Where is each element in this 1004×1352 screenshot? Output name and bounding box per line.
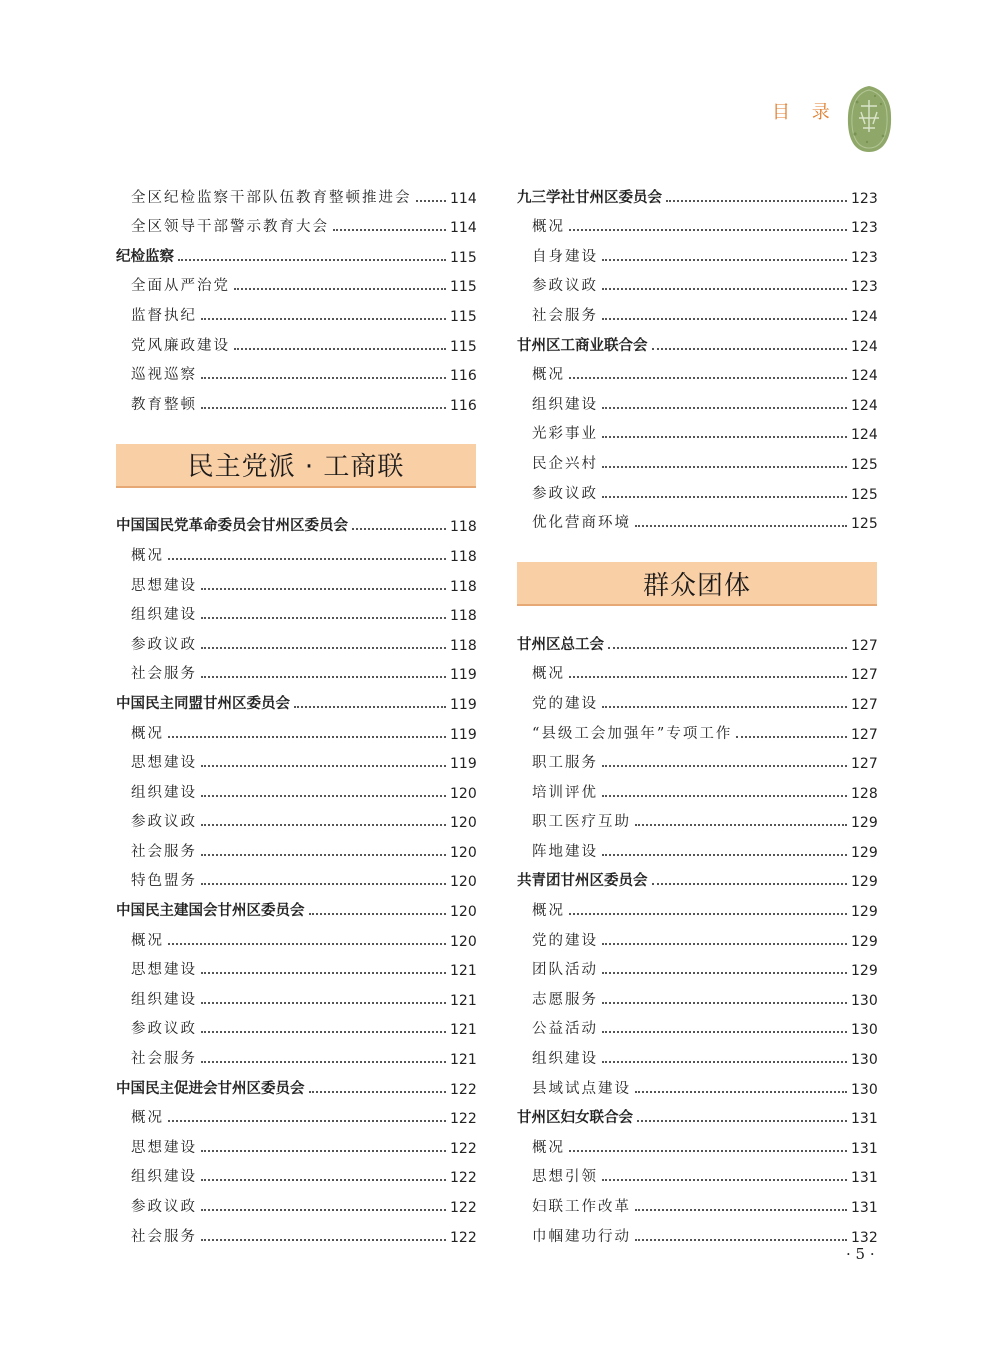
toc-entry-page: 122 [450,1229,477,1246]
dot-leader [201,407,446,409]
dot-leader [602,943,847,945]
toc-entry [517,443,877,473]
toc-entry-title: 组织建设 [131,607,197,624]
toc-entry [116,325,476,355]
dot-leader [602,436,847,438]
toc-entry-title: 概况 [131,932,164,949]
toc-entry-title: 组织建设 [131,991,197,1008]
toc-entry-page: 128 [851,785,878,802]
dot-leader [201,1209,446,1211]
toc-entry-page: 124 [851,338,878,355]
toc-entry-page: 130 [851,1081,878,1098]
toc-entry-page: 120 [450,904,477,921]
toc-entry [517,713,877,743]
toc-entry-title: 民企兴村 [532,455,598,472]
dot-leader [602,1031,847,1033]
dot-leader [178,259,446,261]
toc-entry-title: 甘州区总工会 [517,636,604,653]
toc-entry-page: 114 [450,220,477,237]
toc-entry-page: 118 [450,548,477,565]
toc-entry-page: 123 [851,279,878,296]
toc-entry-page: 114 [450,190,477,207]
toc-entry [517,743,877,773]
toc-entry [116,295,476,325]
toc-entry-page: 130 [851,1022,878,1039]
dot-leader [602,795,847,797]
toc-entry-title: 参政议政 [131,814,197,831]
toc-entry [116,861,476,891]
dot-leader [201,676,446,678]
toc-entry [517,654,877,684]
toc-entry-page: 131 [851,1200,878,1216]
toc-entry-page: 127 [851,696,878,713]
dot-leader [569,913,847,915]
dot-leader [569,229,847,231]
toc-entry-page: 115 [450,338,477,355]
toc-entry [116,1157,476,1187]
toc-entry-title: 参政议政 [532,278,598,295]
dot-leader [602,1002,847,1004]
toc-entry-page: 119 [450,667,477,684]
toc-entry-title: 参政议政 [131,1199,197,1215]
toc-entry-page: 115 [450,279,477,296]
toc-entry-title: 概况 [532,666,565,683]
toc-entry-page: 122 [450,1170,477,1187]
toc-entry-title: 团队活动 [532,962,598,979]
toc-left-group2 [116,506,476,1246]
toc-entry-title: 中国国民党革命委员会甘州区委员会 [116,518,348,535]
dot-leader [201,318,446,320]
toc-entry [517,207,877,237]
dot-leader [602,407,847,409]
dot-leader [309,1091,447,1093]
toc-entry-title: 培训评优 [532,784,598,801]
dot-leader [602,854,847,856]
toc-entry [116,207,476,237]
dot-leader [602,496,847,498]
toc-entry-title: 概况 [131,547,164,564]
toc-entry-title: 监督执纪 [131,307,197,324]
dot-leader [201,795,446,797]
dot-leader [602,972,847,974]
toc-entry-title: 全区纪检监察干部队伍教育整顿推进会 [131,189,412,206]
toc-entry-page: 131 [851,1111,878,1128]
dot-leader [168,558,446,560]
toc-entry-title: 组织建设 [131,1169,197,1186]
dot-leader [608,647,847,649]
dot-leader [569,1150,847,1152]
dot-leader [201,377,446,379]
toc-entry-title: 社会服务 [131,843,197,860]
toc-entry-title: 纪检监察 [116,248,174,265]
toc-entry-heading [116,890,476,920]
toc-entry-page: 125 [851,456,878,473]
toc-entry-title: 社会服务 [131,666,197,683]
toc-entry-heading [116,1068,476,1098]
toc-entry [116,565,476,595]
dot-leader [416,200,447,202]
toc-entry-page: 129 [851,963,878,980]
toc-entry-title: 概况 [532,219,565,236]
toc-entry [116,713,476,743]
toc-entry-title: 组织建设 [131,784,197,801]
toc-entry-title: 全区领导干部警示教育大会 [131,219,329,236]
toc-entry [116,772,476,802]
toc-entry [517,295,877,325]
toc-entry [517,503,877,533]
toc-entry-page: 124 [851,308,878,325]
toc-entry-title: 优化营商环境 [532,515,631,532]
dot-leader [201,588,446,590]
toc-entry-title: 概况 [131,1110,164,1127]
seal-stamp-icon [845,84,893,154]
toc-entry-page: 125 [851,486,878,503]
dot-leader [635,1091,847,1093]
toc-entry [116,266,476,296]
toc-entry-title: 中国民主促进会甘州区委员会 [116,1080,305,1097]
dot-leader [602,1061,847,1063]
dot-leader [168,1120,446,1122]
toc-entry [517,236,877,266]
dot-leader [602,466,847,468]
toc-entry-title: 光彩事业 [532,426,598,443]
toc-entry [517,831,877,861]
toc-entry [116,1127,476,1157]
toc-entry-title: 概况 [532,903,565,920]
toc-entry [517,920,877,950]
toc-entry-heading [517,861,877,891]
toc-entry-heading [116,506,476,536]
toc-entry [116,1186,476,1216]
toc-entry-page: 121 [450,963,477,980]
toc-entry-page: 120 [450,785,477,802]
toc-entry-page: 120 [450,815,477,832]
dot-leader [201,883,446,885]
dot-leader [309,913,447,915]
dot-leader [602,288,847,290]
toc-entry-page: 131 [851,1140,878,1157]
toc-entry-title: “县级工会加强年”专项工作 [532,725,733,742]
toc-entry [116,1009,476,1039]
toc-entry-page: 130 [851,1052,878,1069]
toc-entry-title: 参政议政 [131,1021,197,1038]
toc-entry-title: 阵地建设 [532,843,598,860]
page-number: · 5 · [846,1245,875,1263]
toc-entry-page: 127 [851,756,878,773]
dot-leader [168,943,446,945]
toc-entry-page: 120 [450,933,477,950]
dot-leader [201,1239,446,1241]
toc-header-label: 目 录 [772,102,838,123]
dot-leader [635,1239,847,1241]
toc-entry [116,595,476,625]
toc-entry [116,950,476,980]
toc-entry-title: 妇联工作改革 [532,1199,631,1215]
toc-entry-title: 甘州区工商业联合会 [517,337,648,354]
toc-entry-heading [517,325,877,355]
toc-entry [116,177,476,207]
toc-entry-title: 巡视巡察 [131,367,197,384]
section-banner-mass-organizations: 群众团体 [517,562,877,606]
dot-leader [234,348,446,350]
dot-leader [635,525,847,527]
dot-leader [602,259,847,261]
dot-leader [201,1179,446,1181]
toc-entry-title: 中国民主建国会甘州区委员会 [116,903,305,920]
toc-entry [517,473,877,503]
toc-entry [116,1098,476,1128]
dot-leader [602,318,847,320]
toc-entry [517,355,877,385]
toc-entry-title: 概况 [532,367,565,384]
dot-leader [352,528,446,530]
toc-entry-title: 教育整顿 [131,396,197,413]
toc-entry-page: 124 [851,397,878,414]
toc-left-column [116,177,476,1246]
toc-entry-title: 巾帼建功行动 [532,1228,631,1245]
dot-leader [602,706,847,708]
toc-entry-title: 社会服务 [131,1228,197,1245]
toc-entry-page: 115 [450,249,477,266]
toc-entry-page: 127 [851,726,878,743]
dot-leader [201,1150,446,1152]
toc-entry-title: 特色盟务 [131,873,197,890]
toc-entry [517,1038,877,1068]
toc-entry-page: 123 [851,220,878,237]
dot-leader [201,1061,446,1063]
toc-entry-heading [517,177,877,207]
toc-entry [517,1009,877,1039]
toc-entry-page: 122 [450,1140,477,1157]
toc-entry-title: 社会服务 [131,1051,197,1068]
toc-entry-page: 127 [851,667,878,684]
toc-entry [116,920,476,950]
toc-entry-title: 党的建设 [532,932,598,949]
toc-right-group1 [517,177,877,532]
toc-entry-title: 参政议政 [131,636,197,653]
dot-leader [569,676,847,678]
toc-entry [116,802,476,832]
toc-entry-page: 119 [450,696,477,713]
toc-entry-page: 120 [450,844,477,861]
toc-entry-title: 组织建设 [532,396,598,413]
toc-entry [517,266,877,296]
toc-entry-title: 县域试点建设 [532,1080,631,1097]
toc-entry-heading [517,1098,877,1128]
toc-entry-title: 概况 [532,1139,565,1156]
toc-entry-page: 116 [450,397,477,414]
toc-entry-page: 122 [450,1111,477,1128]
toc-entry [116,384,476,414]
toc-entry [116,1216,476,1246]
toc-entry [517,950,877,980]
toc-entry-page: 131 [851,1170,878,1187]
toc-entry-title: 参政议政 [532,485,598,502]
toc-entry-page: 129 [851,904,878,921]
dot-leader [201,1031,446,1033]
toc-entry-title: 党的建设 [532,695,598,712]
toc-entry [517,1186,877,1216]
dot-leader [569,377,847,379]
toc-entry-title: 全面从严治党 [131,278,230,295]
toc-entry-title: 思想建设 [131,755,197,772]
toc-entry [517,1157,877,1187]
toc-entry-page: 120 [450,874,477,891]
toc-entry-page: 130 [851,992,878,1009]
toc-entry-title: 思想建设 [131,962,197,979]
dot-leader [201,854,446,856]
toc-entry [116,831,476,861]
toc-entry-title: 概况 [131,725,164,742]
toc-entry [517,772,877,802]
dot-leader [201,1002,446,1004]
dot-leader [201,972,446,974]
toc-entry-page: 132 [851,1229,878,1246]
toc-entry-page: 119 [450,756,477,773]
toc-entry-page: 122 [450,1200,477,1216]
toc-entry [116,654,476,684]
toc-entry [116,979,476,1009]
toc-right-group2 [517,624,877,1245]
toc-entry [517,384,877,414]
toc-entry-title: 自身建设 [532,248,598,265]
dot-leader [652,348,848,350]
toc-entry [517,802,877,832]
toc-entry-title: 志愿服务 [532,991,598,1008]
toc-entry-page: 129 [851,815,878,832]
toc-entry-heading [517,624,877,654]
toc-entry-page: 123 [851,249,878,266]
toc-entry-page: 118 [450,519,477,536]
dot-leader [666,200,847,202]
toc-entry-title: 党风廉政建设 [131,337,230,354]
toc-entry-page: 129 [851,874,878,891]
dot-leader [201,617,446,619]
toc-entry-page: 121 [450,992,477,1009]
dot-leader [652,883,848,885]
toc-entry [116,535,476,565]
toc-entry-title: 组织建设 [532,1051,598,1068]
toc-entry-page: 121 [450,1022,477,1039]
toc-entry-page: 118 [450,578,477,595]
toc-entry-title: 职工医疗互助 [532,814,631,831]
toc-entry-title: 公益活动 [532,1021,598,1038]
dot-leader [201,824,446,826]
toc-entry [517,1216,877,1246]
toc-entry-page: 122 [450,1081,477,1098]
toc-entry [517,890,877,920]
toc-right-column [517,177,877,1246]
toc-entry-page: 129 [851,844,878,861]
toc-entry [517,683,877,713]
dot-leader [201,765,446,767]
dot-leader [635,824,847,826]
dot-leader [333,229,446,231]
toc-entry [517,979,877,1009]
toc-entry-page: 127 [851,637,878,654]
toc-entry-page: 121 [450,1052,477,1069]
toc-entry [116,624,476,654]
toc-entry-page: 123 [851,190,878,207]
toc-entry-title: 思想建设 [131,577,197,594]
toc-entry-page: 125 [851,516,878,533]
toc-entry-page: 118 [450,608,477,625]
toc-entry-title: 甘州区妇女联合会 [517,1110,633,1127]
toc-entry-title: 社会服务 [532,307,598,324]
toc-entry-title: 职工服务 [532,755,598,772]
toc-entry [116,355,476,385]
toc-entry-page: 118 [450,637,477,654]
toc-entry-title: 共青团甘州区委员会 [517,873,648,890]
toc-entry-title: 九三学社甘州区委员会 [517,189,662,206]
toc-entry-title: 思想引领 [532,1169,598,1186]
toc-entry-title: 中国民主同盟甘州区委员会 [116,695,290,712]
dot-leader [635,1209,847,1211]
toc-entry-page: 129 [851,933,878,950]
toc-entry-heading [116,236,476,266]
toc-entry-page: 124 [851,368,878,385]
dot-leader [201,647,446,649]
toc-entry [517,1068,877,1098]
dot-leader [736,736,847,738]
toc-left-group1 [116,177,476,414]
toc-entry-page: 115 [450,308,477,325]
dot-leader [234,288,446,290]
toc-entry [116,1038,476,1068]
toc-entry-page: 124 [851,427,878,444]
toc-entry [517,414,877,444]
dot-leader [637,1120,847,1122]
section-banner-democratic-parties: 民主党派 · 工商联 [116,444,476,488]
toc-entry-heading [116,683,476,713]
toc-entry-title: 思想建设 [131,1139,197,1156]
toc-entry-page: 119 [450,726,477,743]
dot-leader [294,706,446,708]
toc-entry [517,1127,877,1157]
dot-leader [602,1179,847,1181]
toc-entry [116,743,476,773]
toc-entry-page: 116 [450,368,477,385]
dot-leader [602,765,847,767]
dot-leader [168,736,446,738]
